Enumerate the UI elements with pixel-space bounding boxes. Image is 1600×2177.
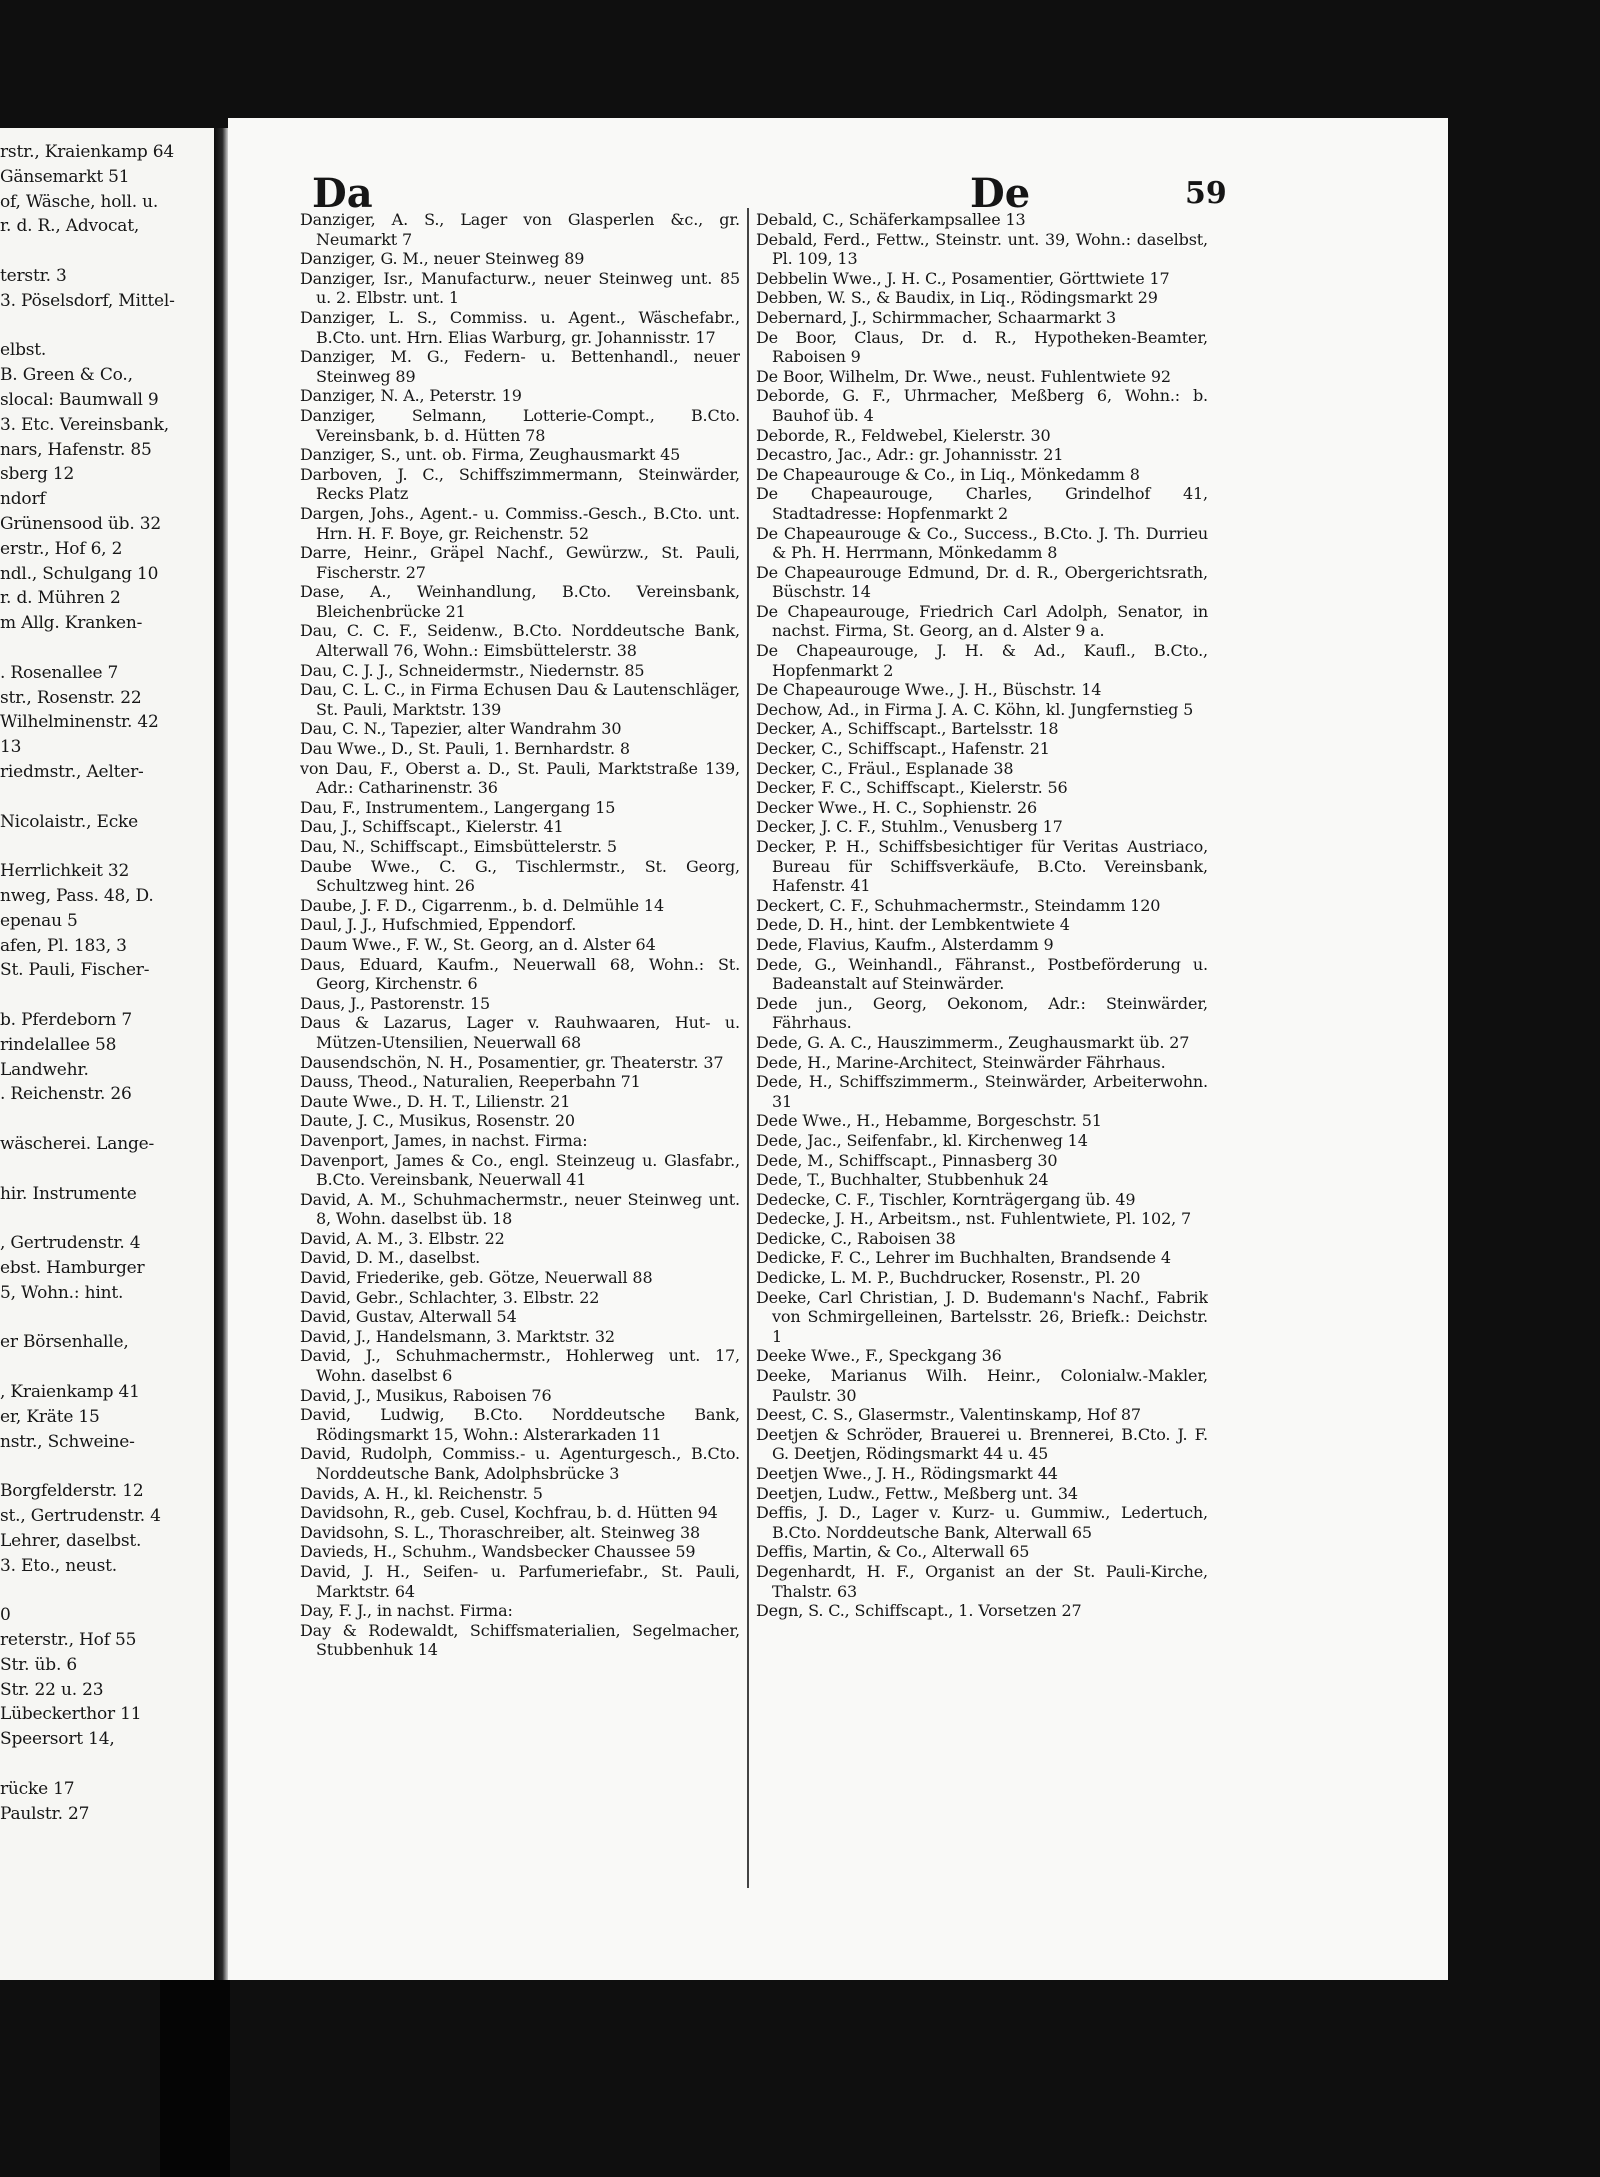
directory-entry: Decker, A., Schiffscapt., Bartelsstr. 18 xyxy=(756,719,1059,739)
directory-entry: Dau, C. L. C., in Firma Echusen Dau & Lautenschläger, St. Pauli, Marktstr. 139 xyxy=(300,680,740,719)
directory-entry: David, J. H., Seifen- u. Parfumeriefabr., St. Pauli, Marktstr. 64 xyxy=(300,1561,740,1601)
directory-entry: Decker Wwe., H. C., Sophienstr. 26 xyxy=(756,797,1038,817)
directory-entry: Degn, S. C., Schiffscapt., 1. Vorsetzen 27 xyxy=(756,1601,1082,1621)
left-page-line: , Kraienkamp 41 xyxy=(0,1382,140,1402)
directory-entry: Debald, C., Schäferkampsallee 13 xyxy=(756,210,1026,229)
directory-entry: Dede Wwe., H., Hebamme, Borgeschstr. 51 xyxy=(756,1111,1102,1131)
directory-entry: David, Friederike, geb. Götze, Neuerwall 88 xyxy=(300,1268,653,1288)
left-page-line: . Rosenallee 7 xyxy=(0,662,119,683)
left-page-line: Borgfelderstr. 12 xyxy=(0,1481,144,1502)
left-page-line: reterstr., Hof 55 xyxy=(0,1630,137,1650)
directory-entry: Dede, T., Buchhalter, Stubbenhuk 24 xyxy=(756,1170,1049,1190)
directory-entry: David, Ludwig, B.Cto. Norddeutsche Bank, Rödingsmarkt 15, Wohn.: Alsterarkaden 11 xyxy=(300,1405,740,1444)
directory-entry: Dau, C. J. J., Schneidermstr., Niedernstr. 85 xyxy=(300,660,645,680)
directory-entry: Dedicke, C., Raboisen 38 xyxy=(756,1228,956,1248)
left-page-line: 3. Eto., neust. xyxy=(0,1555,117,1576)
left-page-line: . Reichenstr. 26 xyxy=(0,1084,132,1105)
directory-entry: Decker, P. H., Schiffsbesichtiger für Veritas Austriaco, Bureau für Schiffsverkäufe, B.Cto. Vereinsbank, Hafenstr. 41 xyxy=(756,837,1208,896)
page-number: 59 xyxy=(1185,176,1227,211)
left-page-line: ebst. Hamburger xyxy=(0,1258,145,1278)
running-head-left: Da xyxy=(312,170,373,217)
directory-entry: De Chapeaurouge, J. H. & Ad., Kaufl., B.Cto., Hopfenmarkt 2 xyxy=(756,641,1208,680)
directory-entry: Day, F. J., in nachst. Firma: xyxy=(300,1601,513,1621)
directory-entry: Danziger, Isr., Manufacturw., neuer Steinweg unt. 85 u. 2. Elbstr. unt. 1 xyxy=(300,268,740,308)
directory-entry: Dede, H., Marine-Architect, Steinwärder Fährhaus. xyxy=(756,1052,1166,1072)
directory-entry: Debbelin Wwe., J. H. C., Posamentier, Görttwiete 17 xyxy=(756,268,1170,288)
directory-entry: Deetjen, Ludw., Fettw., Meßberg unt. 34 xyxy=(756,1483,1078,1503)
left-page-line: nars, Hafenstr. 85 xyxy=(0,439,152,460)
left-page-line: m Allg. Kranken- xyxy=(0,613,143,634)
directory-entry: De Boor, Claus, Dr. d. R., Hypotheken-Beamter, Raboisen 9 xyxy=(756,327,1208,367)
left-page-line: Grünensood üb. 32 xyxy=(0,514,161,534)
left-page-line: r. d. R., Advocat, xyxy=(0,216,140,237)
directory-entry: David, J., Schuhmachermstr., Hohlerweg unt. 17, Wohn. daselbst 6 xyxy=(300,1346,740,1386)
left-page-line: rstr., Kraienkamp 64 xyxy=(0,142,175,162)
left-page-line: terstr. 3 xyxy=(0,266,67,286)
directory-entry: Dede jun., Georg, Oekonom, Adr.: Steinwärder, Fährhaus. xyxy=(756,993,1208,1033)
directory-entry: Daus & Lazarus, Lager v. Rauhwaaren, Hut- u. Mützen-Utensilien, Neuerwall 68 xyxy=(300,1013,740,1052)
left-page-line: sberg 12 xyxy=(0,464,75,485)
directory-entry: Decker, C., Schiffscapt., Hafenstr. 21 xyxy=(756,739,1050,759)
left-page-line: nstr., Schweine- xyxy=(0,1431,135,1452)
directory-entry: Day & Rodewaldt, Schiffsmaterialien, Segelmacher, Stubbenhuk 14 xyxy=(300,1620,740,1660)
left-page-line: wäscherei. Lange- xyxy=(0,1134,155,1154)
directory-entry: Danziger, Selmann, Lotterie-Compt., B.Cto. Vereinsbank, b. d. Hütten 78 xyxy=(300,405,740,445)
directory-entry: Danziger, G. M., neuer Steinweg 89 xyxy=(300,249,585,269)
directory-entry: David, A. M., Schuhmachermstr., neuer Steinweg unt. 8, Wohn. daselbst üb. 18 xyxy=(300,1189,740,1229)
left-page-line: Herrlichkeit 32 xyxy=(0,861,130,882)
directory-entry: Deetjen Wwe., J. H., Rödingsmarkt 44 xyxy=(756,1464,1058,1483)
binding-shadow xyxy=(160,1980,230,2177)
directory-entry: Davidsohn, S. L., Thoraschreiber, alt. Steinweg 38 xyxy=(300,1522,701,1542)
directory-entry: Dau, F., Instrumentem., Langergang 15 xyxy=(300,797,616,817)
directory-entry: Davenport, James & Co., engl. Steinzeug u. Glasfabr., B.Cto. Vereinsbank, Neuerwall 41 xyxy=(300,1150,740,1190)
directory-entry: Dede, G., Weinhandl., Fähranst., Postbeförderung u. Badeanstalt auf Steinwärder. xyxy=(756,954,1208,994)
left-page-line: 13 xyxy=(0,737,22,758)
directory-entry: Daum Wwe., F. W., St. Georg, an d. Alster 64 xyxy=(300,934,656,954)
directory-entry: De Boor, Wilhelm, Dr. Wwe., neust. Fuhlentwiete 92 xyxy=(756,366,1171,386)
left-page-line: afen, Pl. 183, 3 xyxy=(0,935,127,956)
directory-entry: Dede, D. H., hint. der Lembkentwiete 4 xyxy=(756,915,1070,935)
directory-entry: Dau Wwe., D., St. Pauli, 1. Bernhardstr. 8 xyxy=(300,739,630,759)
directory-entry: Dede, Jac., Seifenfabr., kl. Kirchenweg 14 xyxy=(756,1130,1088,1150)
left-page-line: slocal: Baumwall 9 xyxy=(0,390,159,410)
directory-entry: Daus, Eduard, Kaufm., Neuerwall 68, Wohn.: St. Georg, Kirchenstr. 6 xyxy=(300,954,740,994)
left-page-line: of, Wäsche, holl. u. xyxy=(0,191,159,212)
left-page-line: nweg, Pass. 48, D. xyxy=(0,886,154,906)
directory-entry: De Chapeaurouge Wwe., J. H., Büschstr. 14 xyxy=(756,680,1102,700)
directory-entry: De Chapeaurouge, Charles, Grindelhof 41, Stadtadresse: Hopfenmarkt 2 xyxy=(756,484,1208,523)
left-page-line: elbst. xyxy=(0,340,47,361)
directory-entry: Deffis, Martin, & Co., Alterwall 65 xyxy=(756,1542,1030,1562)
directory-entry: Dede, G. A. C., Hauszimmerm., Zeughausmarkt üb. 27 xyxy=(756,1032,1190,1052)
directory-entry: Darboven, J. C., Schiffszimmermann, Steinwärder, Recks Platz xyxy=(300,464,740,504)
directory-entry: Deffis, J. D., Lager v. Kurz- u. Gummiw., Ledertuch, B.Cto. Norddeutsche Bank, Alterwall 65 xyxy=(756,1503,1208,1542)
left-page-line: er Börsenhalle, xyxy=(0,1332,129,1353)
left-page-line: epenau 5 xyxy=(0,910,78,931)
directory-entry: Daube Wwe., C. G., Tischlermstr., St. Georg, Schultzweg hint. 26 xyxy=(300,856,740,896)
left-page-fragment xyxy=(0,128,214,1980)
directory-entry: Daul, J. J., Hufschmied, Eppendorf. xyxy=(300,915,577,935)
directory-entry: Deest, C. S., Glasermstr., Valentinskamp, Hof 87 xyxy=(756,1405,1141,1425)
directory-entry: Decker, F. C., Schiffscapt., Kielerstr. 56 xyxy=(756,778,1068,798)
directory-entry: Dau, C. N., Tapezier, alter Wandrahm 30 xyxy=(300,719,622,739)
directory-entry: Dechow, Ad., in Firma J. A. C. Köhn, kl. Jungfernstieg 5 xyxy=(756,699,1194,719)
directory-entry: Danziger, S., unt. ob. Firma, Zeughausmarkt 45 xyxy=(300,445,681,465)
left-page-line: Landwehr. xyxy=(0,1059,89,1080)
directory-entry: Dau, J., Schiffscapt., Kielerstr. 41 xyxy=(300,817,564,837)
left-page-line: Nicolaistr., Ecke xyxy=(0,811,138,832)
directory-entry: David, Rudolph, Commiss.- u. Agenturgesch., B.Cto. Norddeutsche Bank, Adolphsbrücke 3 xyxy=(300,1444,740,1483)
left-page-line: 3. Etc. Vereinsbank, xyxy=(0,414,169,435)
left-page-line: Str. 22 u. 23 xyxy=(0,1679,104,1700)
directory-entry: Davids, A. H., kl. Reichenstr. 5 xyxy=(300,1483,543,1503)
directory-entry: De Chapeaurouge Edmund, Dr. d. R., Obergerichtsrath, Büschstr. 14 xyxy=(756,562,1208,602)
left-page-line: Lehrer, daselbst. xyxy=(0,1530,142,1551)
directory-entry: Dau, N., Schiffscapt., Eimsbüttelerstr. 5 xyxy=(300,837,617,856)
directory-entry: Deborde, G. F., Uhrmacher, Meßberg 6, Wohn.: b. Bauhof üb. 4 xyxy=(756,386,1208,425)
left-page-line: r. d. Mühren 2 xyxy=(0,588,121,609)
left-page-line: str., Rosenstr. 22 xyxy=(0,687,142,708)
directory-entry: Daus, J., Pastorenstr. 15 xyxy=(300,993,491,1013)
left-page-line: st., Gertrudenstr. 4 xyxy=(0,1506,161,1526)
column-divider xyxy=(747,208,749,1888)
left-page-line: rücke 17 xyxy=(0,1778,75,1799)
directory-column-left xyxy=(300,210,740,1890)
directory-entry: David, D. M., daselbst. xyxy=(300,1248,481,1268)
left-page-line: Paulstr. 27 xyxy=(0,1803,90,1824)
directory-entry: Dedicke, L. M. P., Buchdrucker, Rosenstr., Pl. 20 xyxy=(756,1268,1141,1288)
directory-entry: Decastro, Jac., Adr.: gr. Johannisstr. 21 xyxy=(756,445,1064,465)
directory-entry: Deborde, R., Feldwebel, Kielerstr. 30 xyxy=(756,425,1051,445)
directory-entry: David, J., Handelsmann, 3. Marktstr. 32 xyxy=(300,1326,615,1346)
left-page-line: ndl., Schulgang 10 xyxy=(0,563,159,584)
directory-entry: Debben, W. S., & Baudix, in Liq., Rödingsmarkt 29 xyxy=(756,288,1158,308)
directory-entry: David, J., Musikus, Raboisen 76 xyxy=(300,1385,552,1405)
directory-entry: Dausendschön, N. H., Posamentier, gr. Theaterstr. 37 xyxy=(300,1052,724,1072)
directory-entry: Decker, C., Fräul., Esplanade 38 xyxy=(756,758,1014,778)
directory-entry: Dau, C. C. F., Seidenw., B.Cto. Norddeutsche Bank, Alterwall 76, Wohn.: Eimsbüttelerstr. 38 xyxy=(300,621,740,661)
left-page-line: rindelallee 58 xyxy=(0,1034,117,1055)
directory-column-right xyxy=(756,210,1208,1890)
left-page-line: er, Kräte 15 xyxy=(0,1406,100,1427)
left-page-line: , Gertrudenstr. 4 xyxy=(0,1233,141,1254)
directory-entry: Dede, M., Schiffscapt., Pinnasberg 30 xyxy=(756,1150,1058,1170)
left-page-line: Wilhelminenstr. 42 xyxy=(0,712,159,733)
directory-entry: Degenhardt, H. F., Organist an der St. Pauli-Kirche, Thalstr. 63 xyxy=(756,1561,1208,1601)
directory-entry: Dase, A., Weinhandlung, B.Cto. Vereinsbank, Bleichenbrücke 21 xyxy=(300,582,740,621)
directory-entry: Debald, Ferd., Fettw., Steinstr. unt. 39, Wohn.: daselbst, Pl. 109, 13 xyxy=(756,229,1208,269)
directory-entry: Daute, J. C., Musikus, Rosenstr. 20 xyxy=(300,1111,575,1131)
directory-entry: Dedecke, C. F., Tischler, Kornträgergang üb. 49 xyxy=(756,1189,1136,1209)
directory-entry: Dargen, Johs., Agent.- u. Commiss.-Gesch., B.Cto. unt. Hrn. H. F. Boye, gr. Reichenstr. 52 xyxy=(300,503,740,543)
directory-entry: David, A. M., 3. Elbstr. 22 xyxy=(300,1228,505,1248)
directory-entry: Davenport, James, in nachst. Firma: xyxy=(300,1130,588,1150)
left-page-line: hir. Instrumente xyxy=(0,1183,137,1204)
directory-entry: David, Gustav, Alterwall 54 xyxy=(300,1307,517,1327)
directory-entry: Debernard, J., Schirmmacher, Schaarmarkt 3 xyxy=(756,307,1117,327)
directory-entry: Decker, J. C. F., Stuhlm., Venusberg 17 xyxy=(756,817,1063,837)
left-page-line: erstr., Hof 6, 2 xyxy=(0,538,123,559)
directory-entry: Deckert, C. F., Schuhmachermstr., Steindamm 120 xyxy=(756,895,1161,915)
left-page-line: Gänsemarkt 51 xyxy=(0,166,130,187)
directory-entry: Daute Wwe., D. H. T., Lilienstr. 21 xyxy=(300,1091,571,1111)
left-page-line: ndorf xyxy=(0,489,46,510)
directory-entry: De Chapeaurouge, Friedrich Carl Adolph, Senator, in nachst. Firma, St. Georg, an d. Alster 9 a. xyxy=(756,601,1208,641)
directory-entry: Danziger, A. S., Lager von Glasperlen &c., gr. Neumarkt 7 xyxy=(300,210,740,249)
running-head-right: De xyxy=(970,170,1031,217)
directory-entry: Dauss, Theod., Naturalien, Reeperbahn 71 xyxy=(300,1072,641,1092)
directory-entry: Dede, Flavius, Kaufm., Alsterdamm 9 xyxy=(756,934,1054,954)
directory-entry: De Chapeaurouge & Co., in Liq., Mönkedamm 8 xyxy=(756,464,1140,484)
directory-entry: Deeke Wwe., F., Speckgang 36 xyxy=(756,1346,1002,1366)
directory-entry: Deeke, Carl Christian, J. D. Budemann's Nachf., Fabrik von Schmirgelleinen, Bartelsstr. 26, Briefk.: Deichstr. 1 xyxy=(756,1287,1208,1346)
left-page-line: Speersort 14, xyxy=(0,1729,115,1750)
directory-entry: David, Gebr., Schlachter, 3. Elbstr. 22 xyxy=(300,1287,600,1307)
directory-entry: Darre, Heinr., Gräpel Nachf., Gewürzw., St. Pauli, Fischerstr. 27 xyxy=(300,543,740,582)
directory-entry: Daube, J. F. D., Cigarrenm., b. d. Delmühle 14 xyxy=(300,895,664,915)
left-page-line: Str. üb. 6 xyxy=(0,1654,77,1675)
directory-entry: Danziger, M. G., Federn- u. Bettenhandl., neuer Steinweg 89 xyxy=(300,347,740,386)
book-gutter xyxy=(214,128,228,1980)
directory-entry: De Chapeaurouge & Co., Success., B.Cto. J. Th. Durrieu & Ph. H. Herrmann, Mönkedamm 8 xyxy=(756,523,1208,563)
left-page-line: B. Green & Co., xyxy=(0,365,133,386)
left-page-line: riedmstr., Aelter- xyxy=(0,762,144,782)
directory-entry: Dedecke, J. H., Arbeitsm., nst. Fuhlentwiete, Pl. 102, 7 xyxy=(756,1209,1192,1229)
directory-entry: Dedicke, F. C., Lehrer im Buchhalten, Brandsende 4 xyxy=(756,1248,1171,1268)
directory-entry: Danziger, L. S., Commiss. u. Agent., Wäschefabr., B.Cto. unt. Hrn. Elias Warburg, gr. Johannisstr. 17 xyxy=(300,307,740,347)
directory-entry: Davidsohn, R., geb. Cusel, Kochfrau, b. d. Hütten 94 xyxy=(300,1503,718,1523)
left-page-line: St. Pauli, Fischer- xyxy=(0,960,150,981)
directory-entry: Danziger, N. A., Peterstr. 19 xyxy=(300,386,522,406)
directory-entry: von Dau, F., Oberst a. D., St. Pauli, Marktstraße 139, Adr.: Catharinenstr. 36 xyxy=(300,758,740,798)
left-page-line: b. Pferdeborn 7 xyxy=(0,1010,132,1030)
directory-entry: Davieds, H., Schuhm., Wandsbecker Chaussee 59 xyxy=(300,1542,696,1562)
left-page-line: Lübeckerthor 11 xyxy=(0,1704,142,1725)
left-page-line: 5, Wohn.: hint. xyxy=(0,1282,124,1303)
left-page-line: 0 xyxy=(0,1605,11,1626)
left-page-line: 3. Pöselsdorf, Mittel- xyxy=(0,290,175,311)
directory-entry: Deeke, Marianus Wilh. Heinr., Colonialw.-Makler, Paulstr. 30 xyxy=(756,1366,1208,1405)
directory-entry: Deetjen & Schröder, Brauerei u. Brennerei, B.Cto. J. F. G. Deetjen, Rödingsmarkt 44 u. 45 xyxy=(756,1424,1208,1464)
directory-entry: Dede, H., Schiffszimmerm., Steinwärder, Arbeiterwohn. 31 xyxy=(756,1072,1208,1111)
